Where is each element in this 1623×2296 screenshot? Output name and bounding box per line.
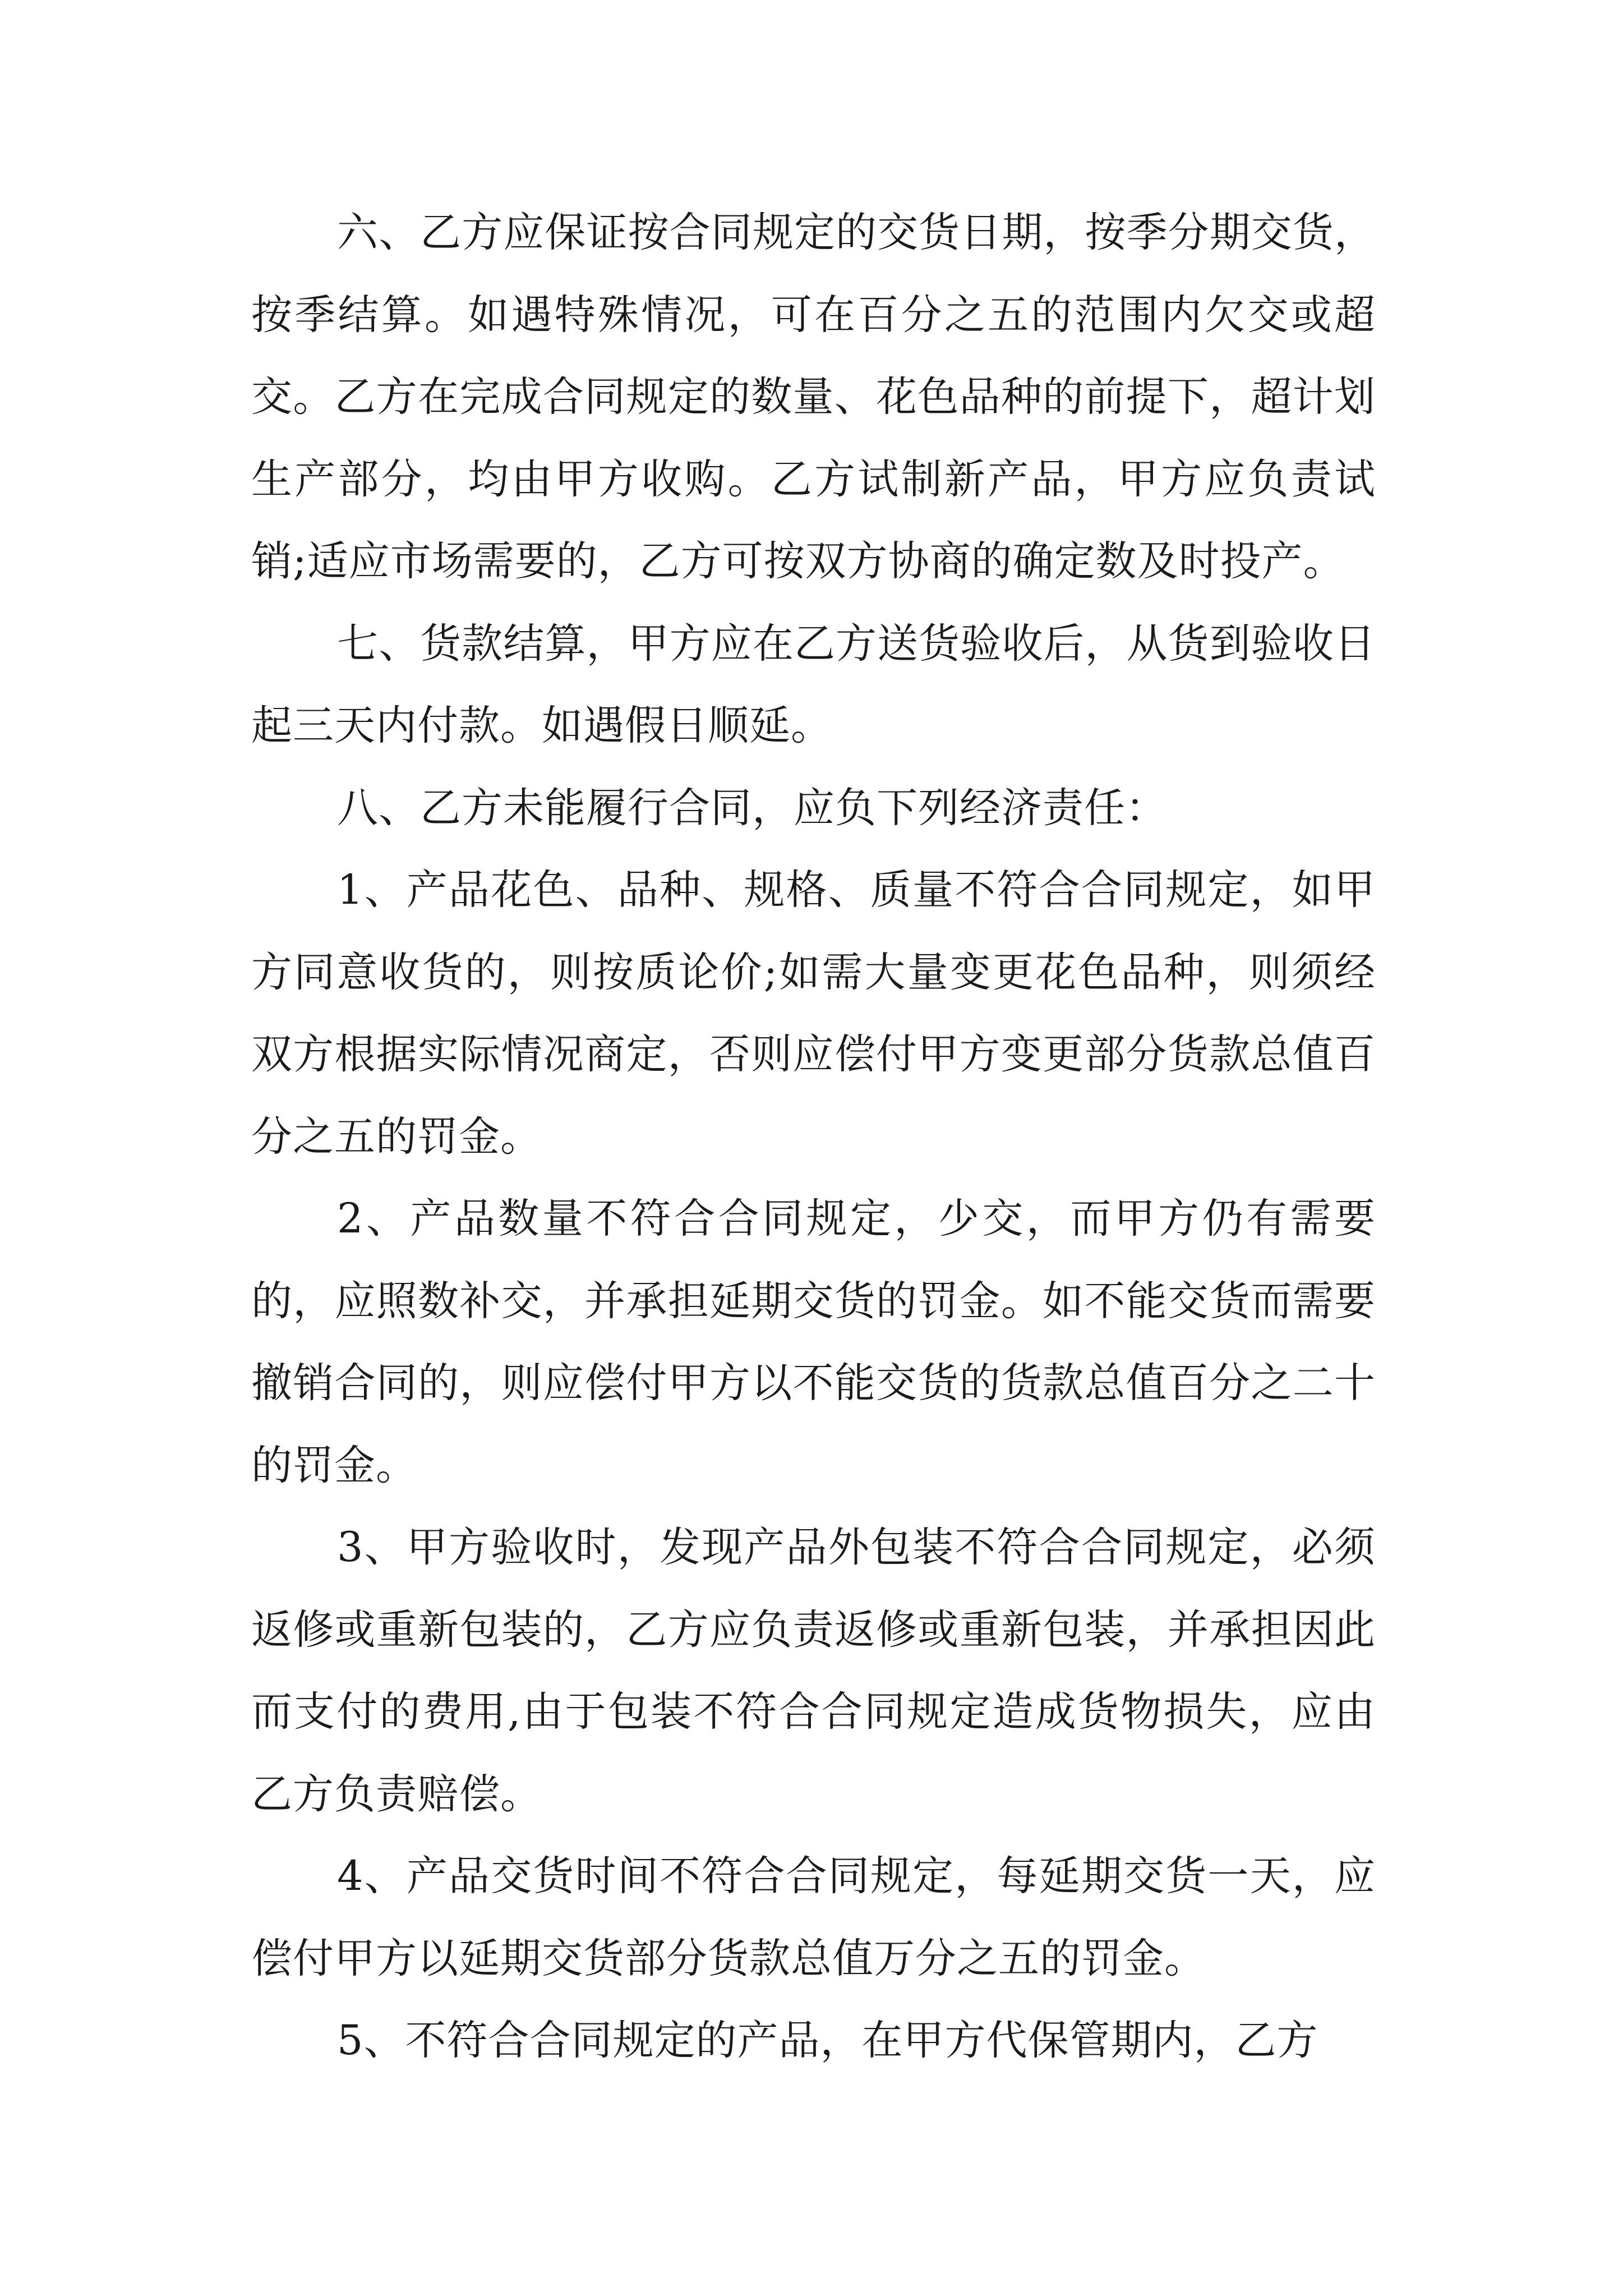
paragraph-item-4: 4、产品交货时间不符合合同规定，每延期交货一天，应偿付甲方以延期交货部分货款总值万分之五的罚金。 xyxy=(251,1852,1376,1982)
paragraph-clause-8: 八、乙方未能履行合同，应负下列经济责任： xyxy=(337,784,1167,832)
paragraph-item-1: 1、产品花色、品种、规格、质量不符合合同规定，如甲方同意收货的，则按质论价;如需大量变更花色品种，则须经双方根据实际情况商定，否则应偿付甲方变更部分货款总值百分之五的罚金。 xyxy=(251,866,1376,1161)
paragraph-clause-6: 六、乙方应保证按合同规定的交货日期，按季分期交货，按季结算。如遇特殊情况，可在百分之五的范围内欠交或超交。乙方在完成合同规定的数量、花色品种的前提下，超计划生产部分，均由甲方收购。乙方试制新产品，甲方应负责试销;适应市场需要的，乙方可按双方协商的确定数及时投产。 xyxy=(251,209,1376,585)
paragraph-item-3: 3、甲方验收时，发现产品外包装不符合合同规定，必须返修或重新包装的，乙方应负责返修或重新包装，并承担因此而支付的费用,由于包装不符合合同规定造成货物损失，应由乙方负责赔偿。 xyxy=(251,1524,1376,1818)
document-body xyxy=(251,192,1376,2082)
paragraph-item-5: 5、不符合合同规定的产品，在甲方代保管期内，乙方 xyxy=(337,2017,1318,2064)
paragraph-clause-7: 七、货款结算，甲方应在乙方送货验收后，从货到验收日起三天内付款。如遇假日顺延。 xyxy=(251,619,1376,749)
paragraph-item-2: 2、产品数量不符合合同规定，少交，而甲方仍有需要的，应照数补交，并承担延期交货的罚金。如不能交货而需要撤销合同的，则应偿付甲方以不能交货的货款总值百分之二十的罚金。 xyxy=(251,1195,1376,1489)
